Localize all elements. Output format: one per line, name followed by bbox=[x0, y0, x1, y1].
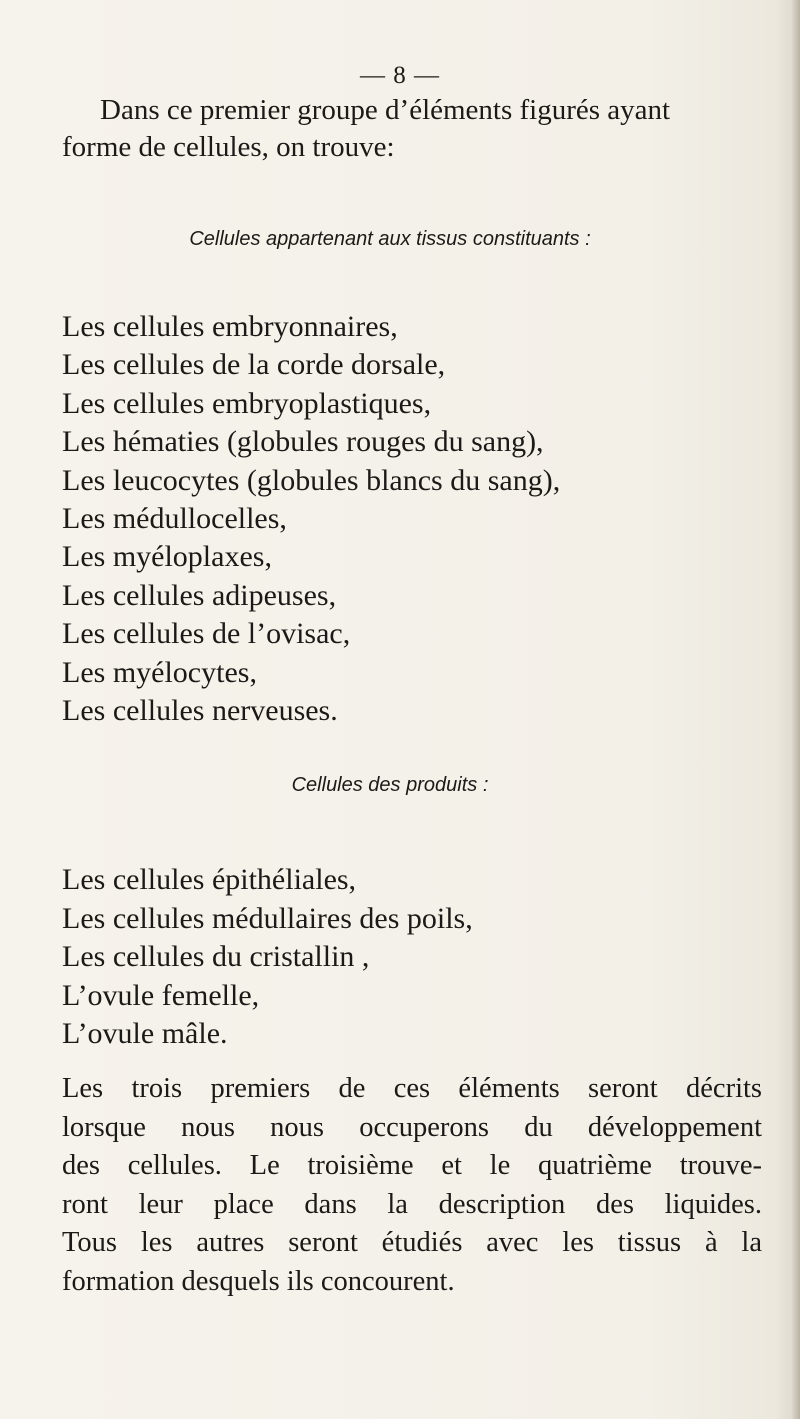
closing-line: des cellules. Le troisième et le quatrième trouve- bbox=[62, 1150, 762, 1182]
list-item: Les cellules de la corde dorsale, bbox=[62, 348, 446, 382]
list-item: Les médullocelles, bbox=[62, 502, 287, 536]
list-item: L’ovule mâle. bbox=[62, 1017, 228, 1050]
list-tissus-constituants bbox=[62, 308, 560, 730]
section-heading-tissus: Cellules appartenant aux tissus constituants : bbox=[189, 228, 591, 250]
list-item: Les cellules embryonnaires, bbox=[62, 310, 398, 343]
list-item: Les cellules de l’ovisac, bbox=[62, 617, 351, 651]
closing-line: lorsque nous nous occuperons du développement bbox=[62, 1111, 762, 1143]
intro-line-1: Dans ce premier groupe d’éléments figurés ayant bbox=[100, 94, 671, 126]
list-item: L’ovule femelle, bbox=[62, 978, 260, 1012]
page-edge bbox=[790, 0, 800, 1419]
list-produits bbox=[62, 861, 473, 1054]
intro-paragraph bbox=[62, 92, 762, 166]
closing-paragraph bbox=[62, 1070, 762, 1302]
intro-line-2: forme de cellules, on trouve: bbox=[62, 131, 395, 163]
list-item: Les hématies (globules rouges du sang), bbox=[62, 425, 544, 459]
section-heading-produits: Cellules des produits : bbox=[291, 774, 489, 796]
list-item: Les cellules nerveuses. bbox=[62, 694, 338, 728]
list-item: Les myélocytes, bbox=[62, 655, 257, 689]
closing-line: Tous les autres seront étudiés avec les tissus à la bbox=[62, 1227, 762, 1259]
list-item: Les cellules épithéliales, bbox=[62, 863, 357, 896]
list-item: Les cellules médullaires des poils, bbox=[62, 901, 473, 935]
closing-line: Les trois premiers de ces éléments seront décrits bbox=[62, 1073, 762, 1104]
list-item: Les cellules du cristallin , bbox=[62, 940, 370, 973]
closing-line: ront leur place dans la description des liquides. bbox=[62, 1188, 762, 1220]
list-item: Les myéloplaxes, bbox=[62, 540, 272, 574]
list-item: Les cellules adipeuses, bbox=[62, 578, 337, 612]
page-number: — 8 — bbox=[360, 62, 440, 89]
list-item: Les cellules embryoplastiques, bbox=[62, 386, 432, 420]
closing-line: formation desquels ils concourent. bbox=[62, 1265, 455, 1297]
list-item: Les leucocytes (globules blancs du sang), bbox=[62, 463, 561, 497]
